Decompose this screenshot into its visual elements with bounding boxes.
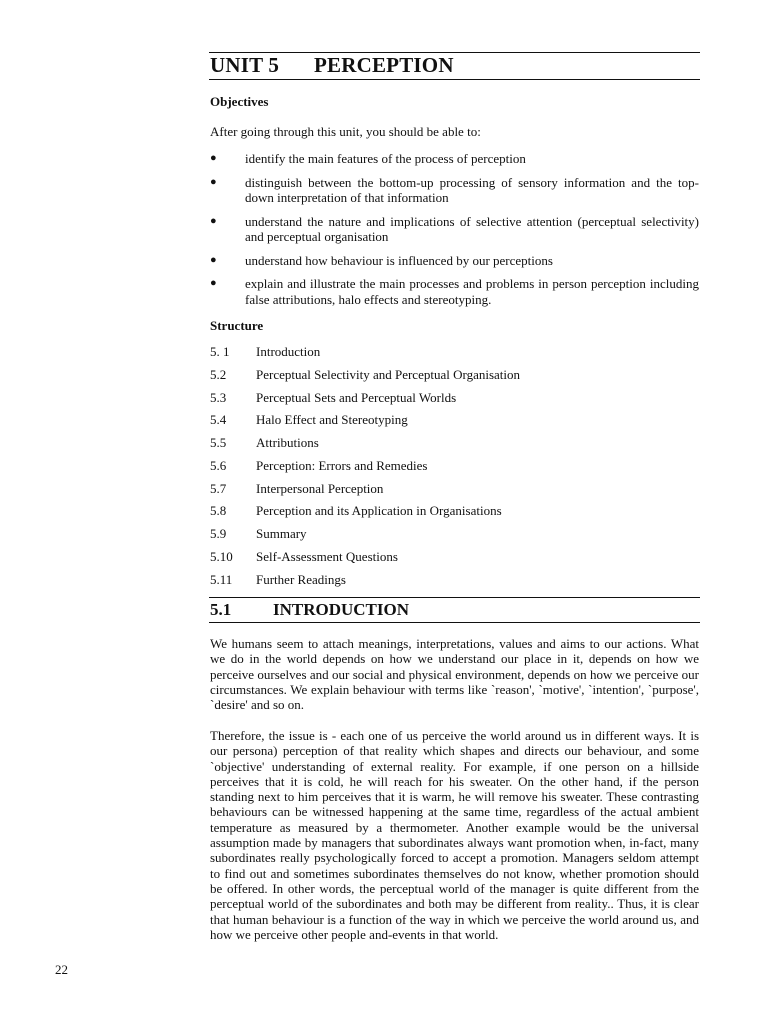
list-item: ● understand the nature and implications of selective attention (perceptual selectivity) and perceptual organisation	[210, 213, 699, 244]
toc-item: 5.10 Self-Assessment Questions	[210, 548, 398, 564]
section-number: 5.1	[210, 600, 232, 619]
toc-item: 5.2 Perceptual Selectivity and Perceptual Organisation	[210, 366, 521, 382]
bullet-icon: ●	[210, 277, 217, 289]
bullet-icon: ●	[210, 214, 217, 227]
toc-item: 5.11 Further Readings	[210, 571, 346, 587]
intro-paragraph-1: We humans seem to attach meanings, interpretations, values and aims to our actions. What we do in the world depends on how we understand our place in it, depends on how we perceive ourselves and our social and physical environment, depends on how we perceive our circumstances. We explain behaviour with terms like `reason', `motive', `intention', `purpose', `desire' and so on.	[210, 636, 699, 713]
list-item: ● understand how behaviour is influenced by our perceptions	[210, 252, 553, 268]
list-item: ● explain and illustrate the main processes and problems in person perception including false attributions, halo effects and stereotyping.	[210, 276, 699, 307]
toc-item: 5.5 Attributions	[210, 435, 319, 450]
objectives-list	[210, 151, 699, 315]
structure-heading: Structure	[210, 318, 264, 333]
unit-number: UNIT 5	[210, 53, 280, 77]
intro-paragraph-2: Therefore, the issue is - each one of us perceive the world around us in different ways. It is our persona) perception of that reality which shapes and directs our behaviour, and some `objective' understanding of external reality. For example, if one person on a hillside perceives that it is cold, he will reach for his sweater. On the other hand, if the person standing next to him perceives that it is warm, he will remove his sweater. These contrasting behaviours can be witnessed happening at the same time, regardless of the actual ambient temperature as measured by a thermometer. Another example would be the universal assumption made by managers that subordinates always want promotion when, in-fact, many subordinates really psychologically forced to accept a promotion. Managers seldom attempt to find out and sometimes subordinates themselves do not know, whether promotion should be offered. In other words, the perceptual world of the manager is quite different from the perceptual world of the subordinates and both may be different from reality.. Thus, it is clear that human behaviour is a function of the way in which we perceive the world around us, and how we perceive other people and-events in that world.	[210, 728, 699, 942]
unit-title	[210, 53, 454, 78]
section-underline	[209, 622, 700, 623]
toc-item: 5.8 Perception and its Application in Organisations	[210, 503, 502, 519]
title-underline	[209, 79, 700, 80]
objectives-heading: Objectives	[210, 94, 269, 109]
toc-item: 5.3 Perceptual Sets and Perceptual Worlds	[210, 389, 457, 405]
section-heading	[210, 600, 409, 620]
page-number: 22	[55, 962, 68, 977]
toc-item: 5.9 Summary	[210, 526, 307, 541]
section-top-rule	[209, 597, 700, 598]
toc-item: 5.4 Halo Effect and Stereotyping	[210, 412, 408, 428]
list-item: ● distinguish between the bottom-up processing of sensory information and the top-down interpretation of that information	[210, 174, 699, 205]
objectives-intro: After going through this unit, you should be able to:	[210, 124, 481, 139]
bullet-icon: ●	[210, 175, 217, 188]
toc-item: 5.7 Interpersonal Perception	[210, 480, 384, 496]
bullet-icon: ●	[210, 152, 217, 164]
list-item: ● identify the main features of the process of perception	[210, 151, 526, 166]
toc-item: 5. 1 Introduction	[210, 344, 321, 359]
section-title: INTRODUCTION	[273, 600, 410, 619]
unit-name: PERCEPTION	[314, 53, 454, 77]
structure-list	[210, 344, 699, 594]
bullet-icon: ●	[210, 253, 217, 266]
toc-item: 5.6 Perception: Errors and Remedies	[210, 457, 428, 473]
